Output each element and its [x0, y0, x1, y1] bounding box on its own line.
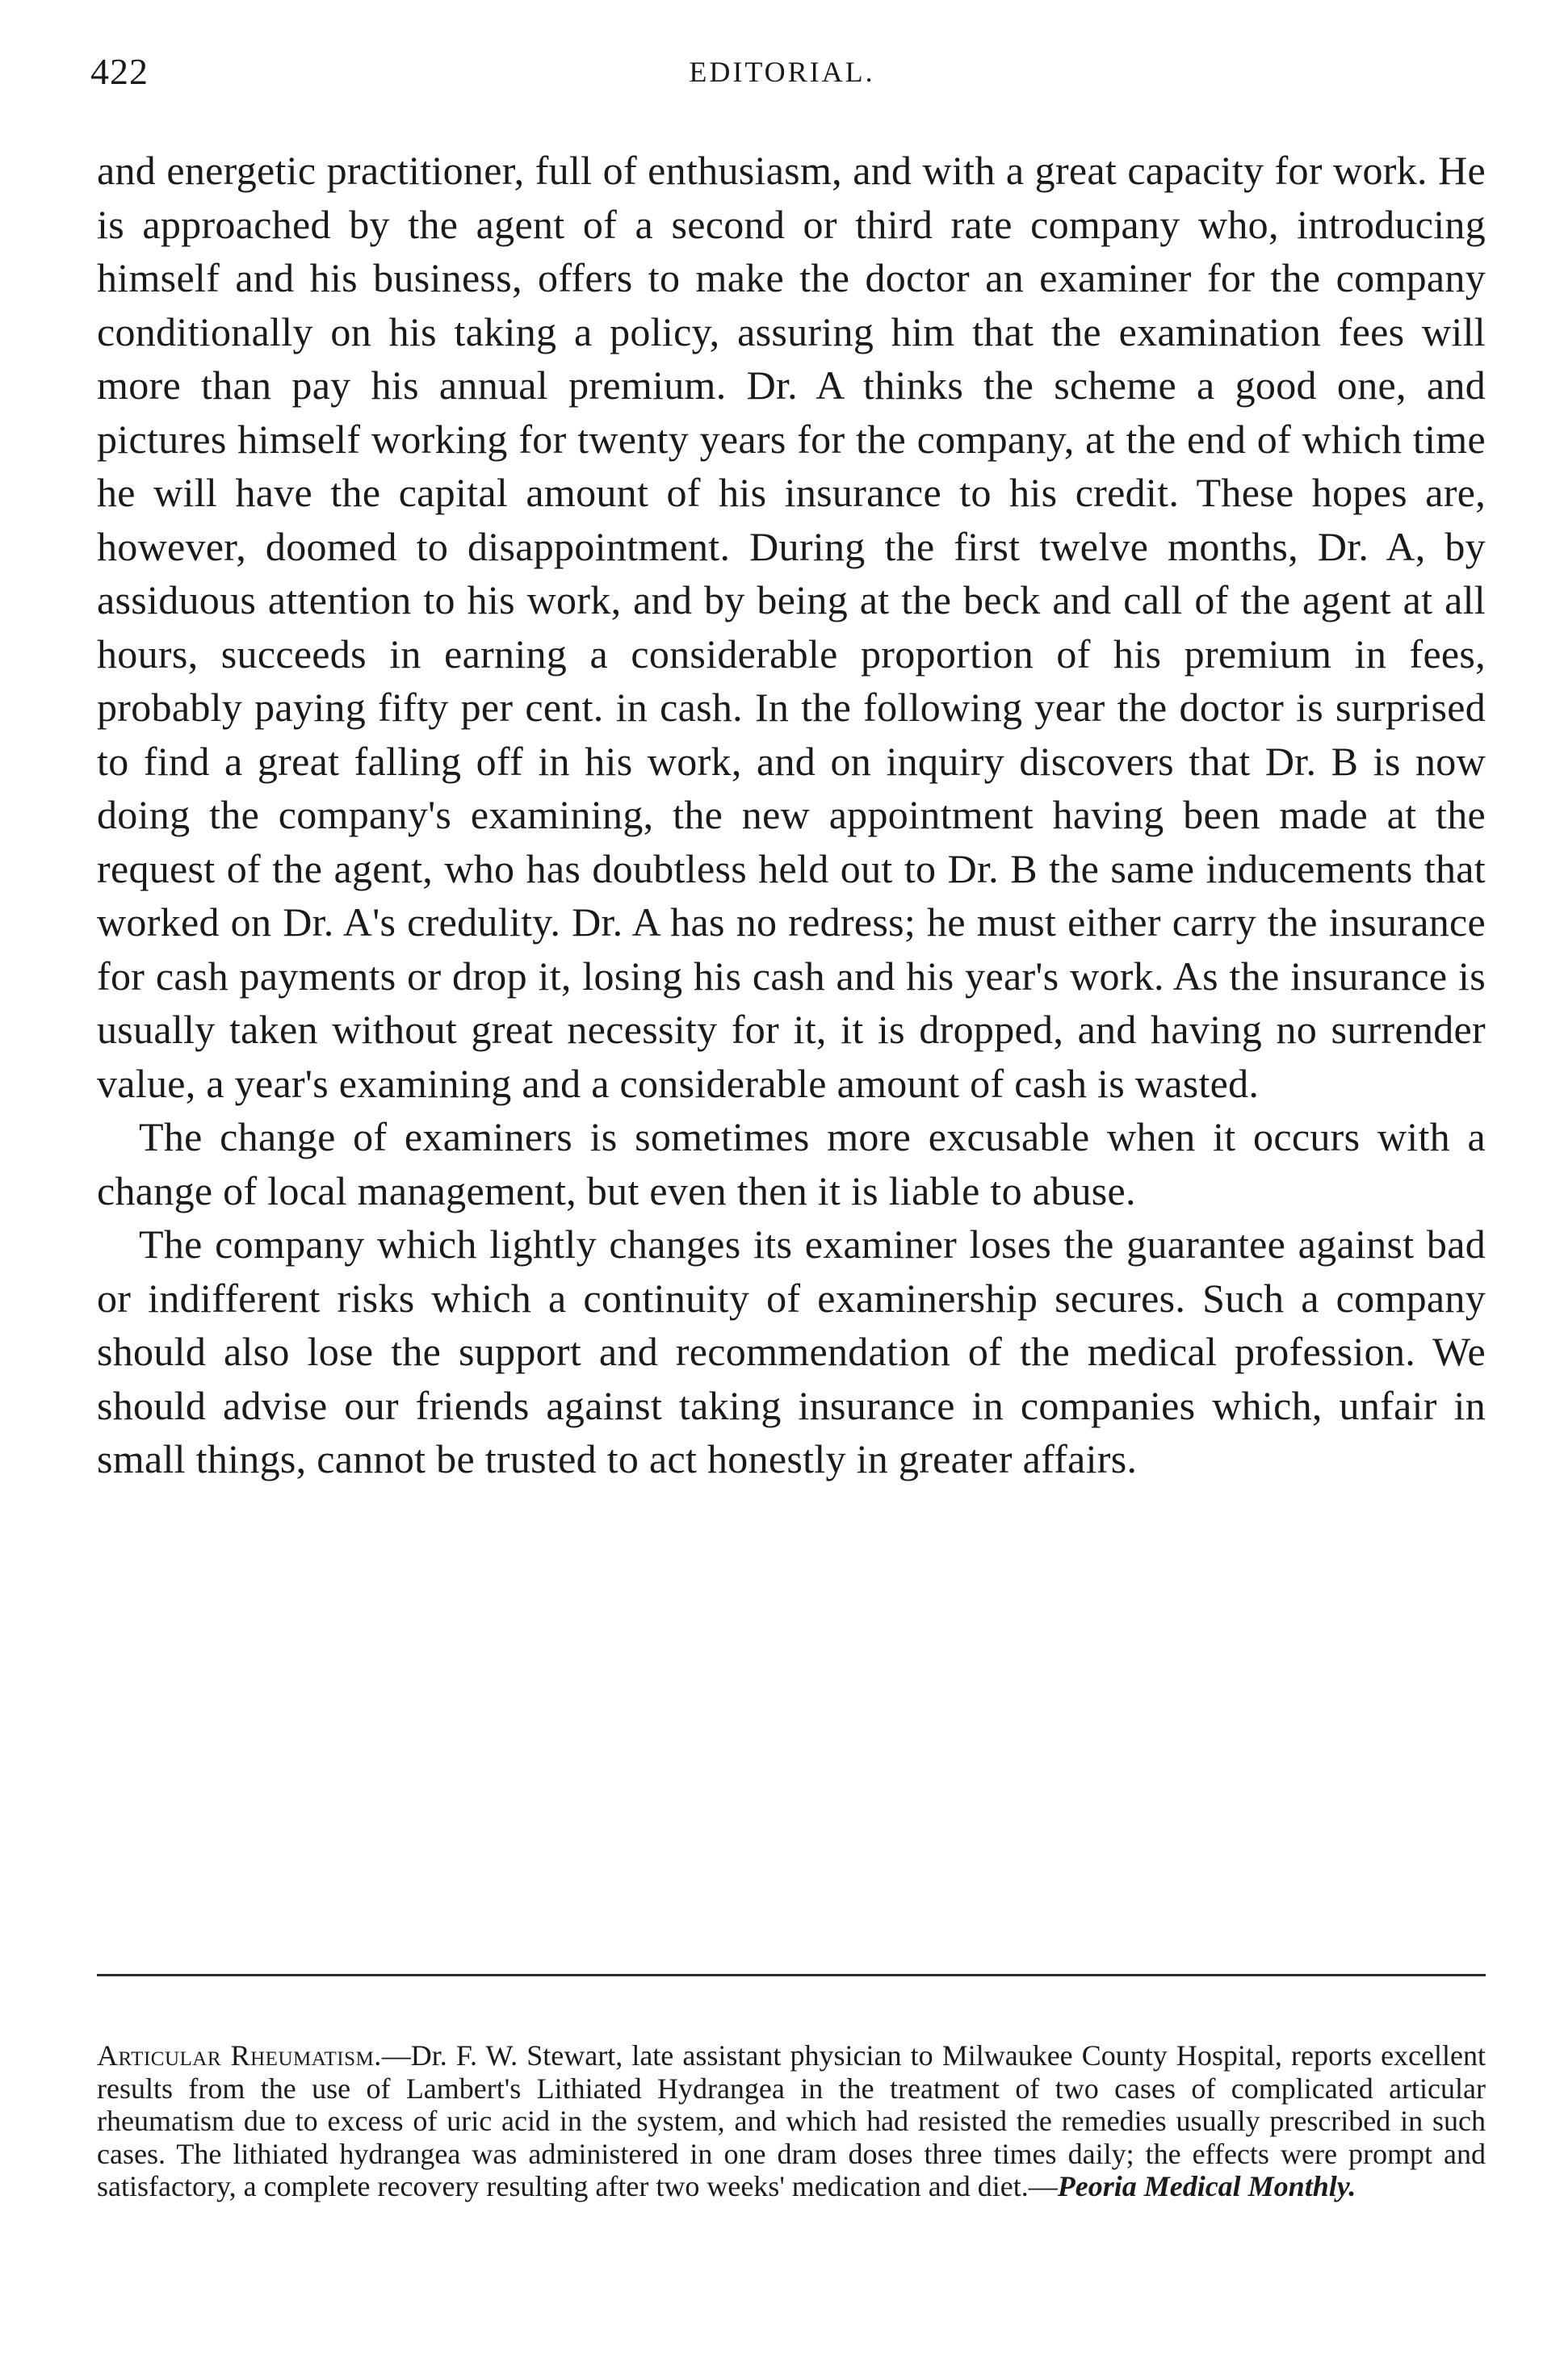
body-paragraph-3: The company which lightly changes its examiner loses the guarantee against bad or indifferent risks which a continuity of examinership secures. Such a company should also lose the support and recommendation of the medical profession. We should advise our friends against taking insurance in companies which, unfair in small things, cannot be trusted to act honestly in greater affairs. [97, 1221, 1486, 1481]
footnote-text: —Dr. F. W. Stewart, late assistant physician to Milwaukee County Hospital, reports excellent results from the use of Lambert's Lithiated Hydrangea in the treatment of two cases of complicated articular rheumatism due to excess of uric acid in the system, and which had resisted the remedies usually prescribed in such cases. The lithiated hydrangea was administered in one dram doses three times daily; the effects were prompt and satisfactory, a complete recovery resulting after two weeks' medication and diet.— [97, 2039, 1486, 2202]
running-head: EDITORIAL. [689, 56, 875, 88]
body-paragraph-1: and energetic practitioner, full of enthusiasm, and with a great capacity for work. He is approached by the agent of a second or third rate company who, introducing himself and his business, offers to make the doctor an examiner for the company conditionally on his taking a policy, assuring him that the examination fees will more than pay his annual premium. Dr. A thinks the scheme a good one, and pictures himself working for twenty years for the company, at the end of which time he will have the capital amount of his insurance to his credit. These hopes are, however, doomed to disappointment. During the first twelve months, Dr. A, by assiduous attention to his work, and by being at the beck and call of the agent at all hours, succeeds in earning a considerable proportion of his premium in fees, probably paying fifty per cent. in cash. In the following year the doctor is surprised to find a great falling off in his work, and on inquiry discovers that Dr. B is now doing the company's examining, the new appointment having been made at the request of the agent, who has doubtless held out to Dr. B the same inducements that worked on Dr. A's credulity. Dr. A has no redress; he must either carry the insurance for cash payments or drop it, losing his cash and his year's work. As the insurance is usually taken without great necessity for it, it is dropped, and having no surrender value, a year's examining and a considerable amount of cash is wasted. [97, 148, 1486, 1106]
footnote-source: Peoria Medical Monthly. [1057, 2170, 1356, 2202]
body-paragraph-2: The change of examiners is sometimes more excusable when it occurs with a change of local management, but even then it is liable to abuse. [97, 1114, 1486, 1213]
section-divider-rule [97, 1974, 1486, 1976]
editorial-body [97, 144, 1486, 1486]
footnote-article [97, 2039, 1486, 2203]
page-number: 422 [90, 51, 149, 92]
footnote-heading: Articular Rheumatism. [97, 2039, 382, 2072]
